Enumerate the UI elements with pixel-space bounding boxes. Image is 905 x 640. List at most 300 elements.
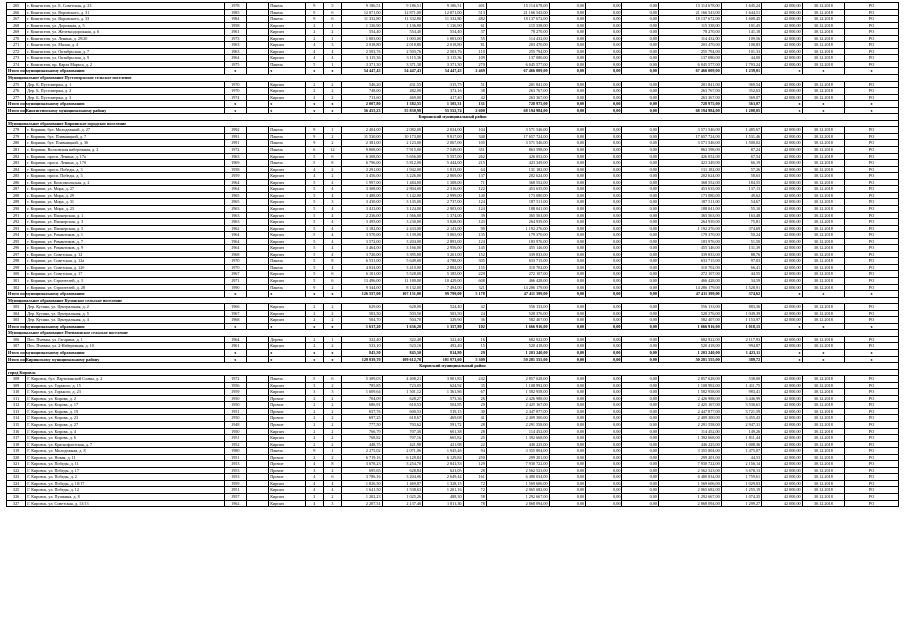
table-cell: Панель: [269, 448, 305, 455]
table-cell: 124: [463, 238, 486, 245]
table-cell: 368 552,00: [658, 179, 721, 186]
table-cell: x: [845, 349, 899, 356]
table-cell: 5: [305, 238, 323, 245]
table-cell: 30.12.2018: [802, 343, 845, 350]
table-cell: 47 411 399,00: [486, 291, 549, 298]
table-cell: 0,00: [622, 474, 658, 481]
table-cell: 6 531,00: [342, 258, 382, 265]
table-cell: 9: [305, 127, 323, 134]
table-cell: 624,92: [423, 382, 463, 389]
table-cell: 30.12.2018: [802, 179, 845, 186]
table-cell: Прочие: [269, 415, 305, 422]
table-cell: 2 868 094,00: [658, 500, 721, 507]
table-cell: 2: [323, 140, 341, 147]
table-cell: Г. Кировск, ул. Молодежная, д. 8: [26, 448, 224, 455]
table-cell: РО: [845, 9, 899, 16]
table-cell: 0,00: [586, 42, 622, 49]
table-cell: 42 000,00: [762, 140, 802, 147]
table-cell: 42 000,00: [762, 389, 802, 396]
table-cell: Кирпич: [269, 435, 305, 442]
table-cell: 42 000,00: [762, 441, 802, 448]
table-cell: 2 065 682,00: [486, 487, 549, 494]
table-cell: 368 552,00: [486, 179, 549, 186]
table-cell: 78: [463, 500, 486, 507]
table-cell: 30.12.2018: [802, 245, 845, 252]
table-cell: 1951: [224, 408, 246, 415]
table-cell: 0,00: [549, 179, 585, 186]
table-cell: 3 720,00: [342, 251, 382, 258]
table-cell: 321: [7, 461, 26, 468]
table-cell: x: [802, 101, 845, 108]
table-cell: РО: [845, 441, 899, 448]
table-cell: 15: [463, 343, 486, 350]
table-cell: 1 029,03: [721, 480, 761, 487]
table-cell: 30.12.2018: [802, 441, 845, 448]
table-cell: 453 635,00: [486, 186, 549, 193]
table-cell: 137 080,00: [486, 55, 549, 62]
table-cell: г. Кингисепп, ул. Малая, д. 4: [26, 42, 224, 49]
table-cell: 728 975,00: [658, 101, 721, 108]
table-cell: Панель: [269, 147, 305, 154]
table-cell: 66,41: [721, 264, 761, 271]
table-cell: 264 939,00: [658, 219, 721, 226]
table-cell: Кирпич: [269, 153, 305, 160]
table-cell: 1 666 916,00: [658, 323, 721, 330]
table-cell: 0,00: [586, 160, 622, 167]
table-cell: 6 719,16: [342, 454, 382, 461]
table-cell: 1: [323, 448, 341, 455]
table-cell: x: [802, 349, 845, 356]
table-cell: 28: [463, 422, 486, 429]
table-cell: 114 452,00: [658, 428, 721, 435]
section-label: Киришский муниципальный район: [7, 114, 899, 121]
table-cell: 1: [323, 61, 341, 68]
table-cell: 2 275,02: [342, 448, 382, 455]
table-cell: 2: [323, 88, 341, 95]
table-cell: 0,00: [586, 107, 622, 114]
table-cell: 1 202,23: [342, 494, 382, 501]
table-cell: 2 868 094,00: [486, 500, 549, 507]
table-cell: x: [762, 356, 802, 363]
table-cell: 11 332,80: [382, 16, 422, 23]
table-cell: 10 429,00: [423, 277, 463, 284]
table-cell: 728 975,00: [486, 101, 549, 108]
table-cell: 5 178: [463, 291, 486, 298]
table-cell: 768,82: [342, 435, 382, 442]
table-cell: 1990: [224, 284, 246, 291]
table-cell: 30.12.2018: [802, 42, 845, 49]
table-cell: 30.12.2018: [802, 219, 845, 226]
table-cell: 280: [7, 140, 26, 147]
table-cell: РО: [845, 271, 899, 278]
table-cell: x: [323, 349, 341, 356]
table-cell: 0,00: [586, 480, 622, 487]
table-cell: 3 204,00: [382, 238, 422, 245]
table-cell: 3 395,00: [382, 251, 422, 258]
table-cell: 4: [305, 55, 323, 62]
table-cell: 122: [463, 186, 486, 193]
table-cell: 276: [7, 88, 26, 95]
table-cell: 1 811,30: [423, 500, 463, 507]
table-cell: 9: [305, 9, 323, 16]
table-cell: РО: [845, 428, 899, 435]
table-cell: 0,00: [549, 461, 585, 468]
table-cell: 0,00: [549, 238, 585, 245]
table-cell: 51: [463, 81, 486, 88]
table-cell: Дер. Кусино, ул. Центральная, д. 5: [26, 310, 224, 317]
table-cell: 21 166 543,00: [486, 9, 549, 16]
table-cell: 0,00: [622, 147, 658, 154]
table-cell: 0,00: [586, 310, 622, 317]
table-cell: 289: [7, 199, 26, 206]
table-cell: г. Кириши, ул. Строителей, д. 28: [26, 284, 224, 291]
table-cell: 0,00: [586, 467, 622, 474]
table-cell: 3 570,00: [342, 232, 382, 239]
table-cell: 30.12.2018: [802, 9, 845, 16]
table-cell: 11 332,80: [342, 16, 382, 23]
table-cell: 0,00: [586, 101, 622, 108]
table-cell: 1 153,97: [721, 317, 761, 324]
table-cell: 0,00: [549, 88, 585, 95]
table-cell: 0,00: [549, 402, 585, 409]
table-cell: 30.12.2018: [802, 422, 845, 429]
table-cell: 291: [7, 212, 26, 219]
table-cell: 1970: [224, 258, 246, 265]
table-cell: 3: [323, 199, 341, 206]
table-cell: 0,00: [586, 461, 622, 468]
table-cell: 320: [7, 454, 26, 461]
table-cell: 61: [463, 22, 486, 29]
table-cell: 1 203 240,00: [658, 349, 721, 356]
table-cell: 1964: [224, 179, 246, 186]
table-cell: 9: [305, 140, 323, 147]
table-cell: 299 201,00: [658, 454, 721, 461]
table-cell: 0,00: [586, 291, 622, 298]
table-cell: 42 000,00: [762, 343, 802, 350]
table-cell: 300: [7, 271, 26, 278]
table-cell: 707,30: [382, 428, 422, 435]
table-cell: 66,19: [721, 160, 761, 167]
table-cell: 363,07: [721, 101, 761, 108]
table-cell: x: [845, 291, 899, 298]
table-cell: 15 114 678,00: [486, 3, 549, 10]
table-cell: 1951: [224, 487, 246, 494]
table-cell: 42 000,00: [762, 251, 802, 258]
table-cell: 4: [305, 166, 323, 173]
table-cell: 1 637,20: [342, 323, 382, 330]
table-cell: 6: [323, 277, 341, 284]
table-cell: 0,00: [586, 487, 622, 494]
table-cell: 0,00: [549, 474, 585, 481]
table-cell: 4: [323, 48, 341, 55]
table-cell: 4 034,00: [342, 264, 382, 271]
table-cell: 7 915,00: [382, 147, 422, 154]
table-cell: 2 082,00: [382, 127, 422, 134]
table-cell: 0,00: [622, 160, 658, 167]
table-cell: 3 371,30: [382, 61, 422, 68]
table-cell: 546,20: [342, 81, 382, 88]
table-cell: РО: [845, 199, 899, 206]
table-cell: 0,00: [622, 107, 658, 114]
table-cell: 2: [305, 29, 323, 36]
table-cell: 42 000,00: [762, 94, 802, 101]
table-cell: 4: [305, 461, 323, 468]
table-cell: 0,00: [549, 127, 585, 134]
table-cell: 0,00: [622, 55, 658, 62]
table-cell: 3 124,00: [382, 205, 422, 212]
table-cell: РО: [845, 382, 899, 389]
table-cell: РО: [845, 192, 899, 199]
table-cell: 272 107,00: [486, 271, 549, 278]
table-cell: 1 357,80: [423, 323, 463, 330]
table-cell: 5 185,00: [423, 271, 463, 278]
table-cell: 0,00: [549, 422, 585, 429]
table-cell: x: [845, 68, 899, 75]
table-cell: 0,00: [549, 140, 585, 147]
table-cell: 1 018,15: [721, 323, 761, 330]
table-cell: 42 000,00: [762, 61, 802, 68]
table-cell: 0,00: [586, 94, 622, 101]
table-cell: 29: [463, 349, 486, 356]
table-cell: 0,00: [586, 415, 622, 422]
table-cell: 3 901,83: [423, 376, 463, 383]
table-cell: 2 137,40: [382, 500, 422, 507]
table-cell: 30.12.2018: [802, 35, 845, 42]
table-cell: РО: [845, 140, 899, 147]
table-cell: 35: [463, 382, 486, 389]
table-cell: 0,00: [586, 441, 622, 448]
table-cell: x: [845, 107, 899, 114]
table-cell: 3: [323, 389, 341, 396]
table-cell: 42 000,00: [762, 382, 802, 389]
table-cell: 556 133,00: [658, 304, 721, 311]
table-cell: Панель: [269, 264, 305, 271]
table-cell: РО: [845, 408, 899, 415]
table-cell: 0,00: [586, 435, 622, 442]
table-cell: 287: [7, 186, 26, 193]
table-cell: 44,00: [721, 55, 761, 62]
table-cell: 50 281 555,00: [658, 356, 721, 363]
table-cell: 5: [305, 219, 323, 226]
table-cell: x: [269, 356, 305, 363]
table-cell: Кирпич: [269, 212, 305, 219]
table-cell: x: [845, 323, 899, 330]
table-cell: 5: [305, 199, 323, 206]
table-cell: 4: [323, 225, 341, 232]
table-cell: 1964: [224, 238, 246, 245]
table-cell: 1950: [224, 395, 246, 402]
table-cell: 519,15: [423, 408, 463, 415]
table-cell: 0,00: [586, 422, 622, 429]
table-cell: 42 000,00: [762, 22, 802, 29]
table-cell: 203 470,00: [486, 42, 549, 49]
table-cell: x: [323, 107, 341, 114]
table-cell: 0,00: [549, 55, 585, 62]
table-cell: 3 226,00: [382, 173, 422, 180]
table-cell: 0,00: [622, 35, 658, 42]
table-cell: 0,00: [549, 81, 585, 88]
table-cell: 14 286 179,00: [658, 284, 721, 291]
table-cell: Итого по муниципальному образованию: [8, 291, 85, 297]
table-cell: 1953: [224, 474, 246, 481]
table-cell: 4: [323, 238, 341, 245]
table-cell: 2 841,33: [423, 461, 463, 468]
table-cell: 2 316,00: [423, 186, 463, 193]
table-cell: г. Кириши, просп. Ленина, д. 17б: [26, 160, 224, 167]
table-cell: 282: [7, 153, 26, 160]
table-cell: 42 000,00: [762, 435, 802, 442]
table-cell: 455 146,00: [658, 245, 721, 252]
table-cell: 0,00: [549, 61, 585, 68]
table-cell: 0,00: [549, 160, 585, 167]
table-cell: 324: [7, 480, 26, 487]
table-cell: 469,00: [382, 94, 422, 101]
table-cell: 3 115,36: [382, 55, 422, 62]
table-cell: РО: [845, 225, 899, 232]
table-cell: 1 136,90: [382, 22, 422, 29]
table-cell: 5: [305, 258, 323, 265]
table-cell: 2: [305, 395, 323, 402]
table-cell: 0,00: [622, 173, 658, 180]
table-cell: РО: [845, 238, 899, 245]
table-cell: 2 067,00: [423, 140, 463, 147]
table-cell: 0,00: [549, 29, 585, 36]
table-cell: 188 041,00: [486, 205, 549, 212]
section-label: Муниципальное образование Пустомержское сельское поселение: [7, 75, 899, 82]
table-cell: 5: [305, 160, 323, 167]
table-cell: 94: [463, 448, 486, 455]
table-cell: 9 186,51: [382, 3, 422, 10]
table-cell: 188 041,00: [658, 205, 721, 212]
table-cell: Дер. Б. Пустомержа, д. 2: [26, 88, 224, 95]
table-cell: 0,00: [622, 441, 658, 448]
table-cell: 0,00: [586, 3, 622, 10]
table-cell: 1950: [224, 415, 246, 422]
table-cell: 329,90: [423, 317, 463, 324]
table-cell: 2: [305, 94, 323, 101]
table-cell: 30.12.2018: [802, 402, 845, 409]
table-cell: 0,00: [586, 199, 622, 206]
table-cell: 1 666 916,00: [486, 323, 549, 330]
table-cell: 264 939,00: [486, 219, 549, 226]
table-cell: 629,00: [342, 304, 382, 311]
table-cell: РО: [845, 277, 899, 284]
table-cell: 8: [323, 461, 341, 468]
table-cell: 610,53: [382, 402, 422, 409]
table-cell: 4: [323, 487, 341, 494]
table-cell: 554,40: [423, 29, 463, 36]
table-cell: 3 355 804,00: [658, 448, 721, 455]
table-cell: 704,09: [342, 395, 382, 402]
table-cell: Кирпич: [269, 232, 305, 239]
table-cell: 4: [323, 219, 341, 226]
table-cell: 466 428,00: [486, 277, 549, 284]
table-cell: 520 418,00: [658, 343, 721, 350]
table-cell: 0,00: [549, 336, 585, 343]
table-cell: Г. Кировск, ул. Пушкина, д. 8: [26, 494, 224, 501]
table-cell: 0,00: [549, 415, 585, 422]
table-cell: г. Кингисепп, ул. Октябрьская, д. 7: [26, 48, 224, 55]
table-cell: 0,00: [549, 3, 585, 10]
table-cell: 30.12.2018: [802, 140, 845, 147]
table-cell: 448,75: [342, 441, 382, 448]
table-cell: 183 976,00: [658, 238, 721, 245]
table-cell: 6: [323, 271, 341, 278]
table-cell: 42: [463, 304, 486, 311]
table-cell: 3 028,00: [423, 219, 463, 226]
table-cell: 1978: [224, 3, 246, 10]
table-cell: x: [224, 323, 246, 330]
table-cell: 149,26: [721, 428, 761, 435]
table-cell: 1965: [224, 192, 246, 199]
section-label: Муниципальное образование Кусинское сельское поселение: [7, 297, 899, 304]
table-cell: 5 528,00: [382, 271, 422, 278]
table-cell: 1 645,24: [721, 3, 761, 10]
table-cell: 42 000,00: [762, 258, 802, 265]
table-cell: 0,00: [622, 205, 658, 212]
table-cell: 446 225,00: [486, 441, 549, 448]
table-cell: 5 812,00: [382, 160, 422, 167]
table-cell: 1 382,55: [382, 101, 422, 108]
table-cell: 340: [463, 133, 486, 140]
table-cell: [246, 500, 268, 507]
table-cell: 3 410,00: [382, 264, 422, 271]
table-cell: РО: [845, 245, 899, 252]
table-cell: 0,00: [549, 101, 585, 108]
table-cell: Г. Кировск, ул. Кирова, д. 17: [26, 402, 224, 409]
table-cell: г. Кириши, ул. Мира, д. 29: [26, 192, 224, 199]
table-cell: 372,16: [423, 88, 463, 95]
table-cell: 1: [323, 127, 341, 134]
table-cell: 0,00: [549, 68, 585, 75]
table-cell: Кирпич: [269, 192, 305, 199]
table-cell: 274: [7, 61, 26, 68]
table-cell: x: [305, 291, 323, 298]
table-cell: 16: [463, 336, 486, 343]
table-cell: 6 480 034,00: [486, 474, 549, 481]
table-cell: 0,00: [586, 29, 622, 36]
table-cell: 1 600,45: [721, 16, 761, 23]
table-cell: 42 000,00: [762, 29, 802, 36]
table-cell: 262: [463, 153, 486, 160]
table-cell: 0,00: [622, 317, 658, 324]
table-cell: 3 571 546,00: [658, 127, 721, 134]
table-cell: 325: [7, 487, 26, 494]
table-cell: 4: [323, 212, 341, 219]
table-cell: 3 371,30: [342, 61, 382, 68]
table-cell: г. Кириши, ул. Романтиков, д. 9: [26, 245, 224, 252]
table-cell: 0,00: [586, 179, 622, 186]
table-cell: 0,00: [586, 382, 622, 389]
table-cell: x: [305, 356, 323, 363]
table-cell: 30.12.2018: [802, 494, 845, 501]
table-cell: Панель: [269, 284, 305, 291]
table-cell: г. Кириши, ул. Комсомольская, д. 2: [26, 179, 224, 186]
table-cell: 30.12.2018: [802, 500, 845, 507]
table-cell: 9: [305, 133, 323, 140]
table-cell: x: [802, 68, 845, 75]
table-cell: 2: [323, 304, 341, 311]
table-cell: Кирпич: [269, 219, 305, 226]
table-cell: 503,50: [342, 310, 382, 317]
table-cell: 109 612,70: [382, 356, 422, 363]
table-cell: Кирпич: [269, 480, 305, 487]
table-cell: 0,00: [586, 68, 622, 75]
table-cell: РО: [845, 61, 899, 68]
table-cell: 618,67: [382, 415, 422, 422]
table-cell: 0,00: [586, 147, 622, 154]
table-cell: 492,40: [423, 343, 463, 350]
